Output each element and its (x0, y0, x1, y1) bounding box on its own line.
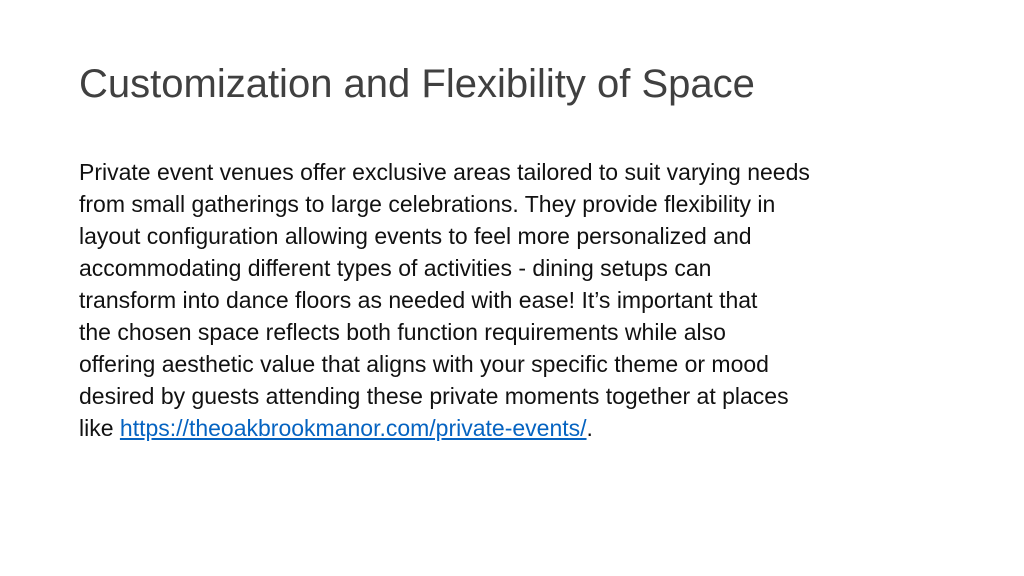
body-line: offering aesthetic value that aligns with your specific theme or mood (79, 351, 769, 377)
body-line: desired by guests attending these private moments together at places (79, 383, 789, 409)
body-line: from small gatherings to large celebrations. They provide flexibility in (79, 191, 776, 217)
body-line: accommodating different types of activities - dining setups can (79, 255, 712, 281)
body-line: Private event venues offer exclusive areas tailored to suit varying needs (79, 159, 810, 185)
body-line: layout configuration allowing events to feel more personalized and (79, 223, 752, 249)
body-line-suffix: . (586, 415, 593, 441)
body-line-prefix: like (79, 415, 120, 441)
slide-body (79, 156, 954, 444)
body-line: transform into dance floors as needed with ease! It’s important that (79, 287, 758, 313)
private-events-link[interactable]: https://theoakbrookmanor.com/private-events/ (119, 415, 587, 441)
slide-title: Customization and Flexibility of Space (79, 62, 755, 106)
body-line: the chosen space reflects both function requirements while also (79, 319, 726, 345)
body-line-last (79, 412, 954, 444)
